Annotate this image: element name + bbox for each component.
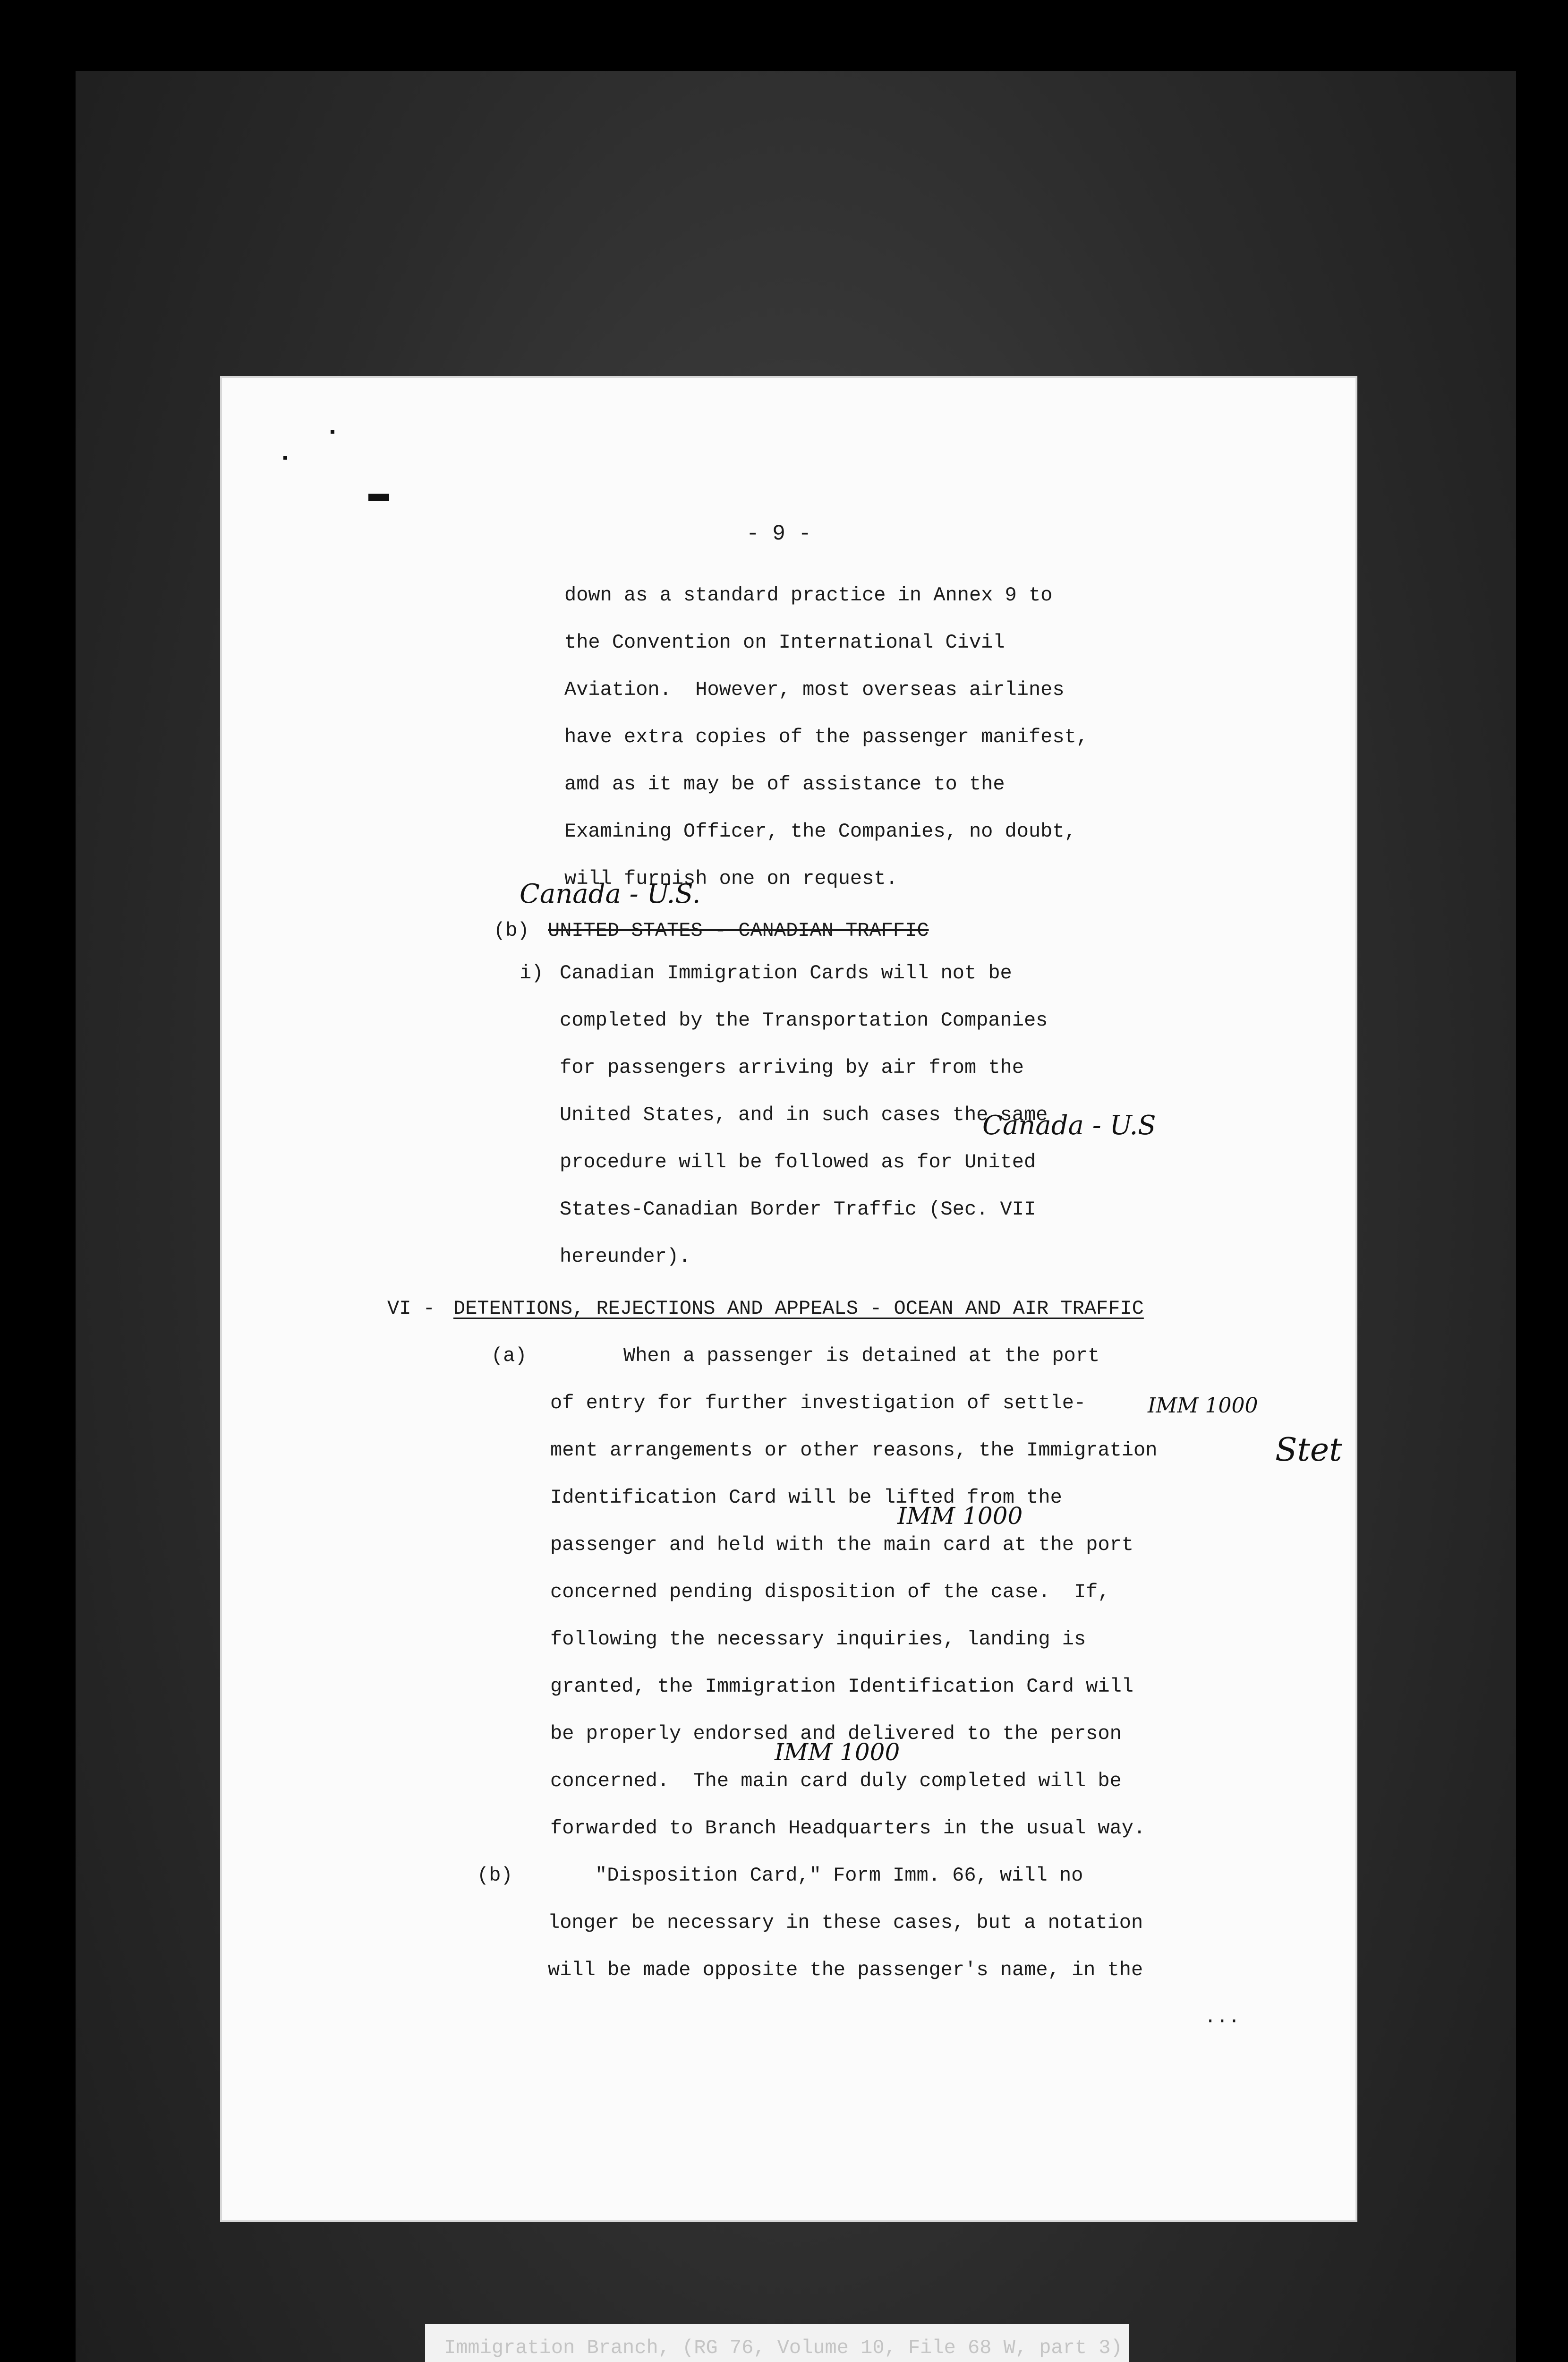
continuation-marker: ... (1204, 2006, 1240, 2028)
paragraph-line: "Disposition Card," Form Imm. 66, will no (595, 1864, 1083, 1887)
paragraph-line: the Convention on International Civil (564, 631, 1005, 654)
paragraph-line: longer be necessary in these cases, but a notation (548, 1911, 1143, 1934)
archive-caption: Immigration Branch, (RG 76, Volume 10, File 68 W, part 3) (444, 2336, 1123, 2359)
list-label: i) (520, 962, 544, 984)
handwritten-annotation: IMM 1000 (1148, 1394, 1258, 1418)
handwritten-annotation: Stet (1275, 1431, 1342, 1469)
paragraph-line: Identification Card will be lifted from the (550, 1486, 1062, 1509)
page-number: - 9 - (746, 522, 812, 546)
paragraph-line: Examining Officer, the Companies, no doubt, (564, 820, 1076, 843)
paragraph-line: granted, the Immigration Identification Card will (550, 1675, 1134, 1698)
page-speck (331, 430, 334, 434)
section-label: VI - (387, 1297, 435, 1320)
paragraph-line: hereunder). (560, 1245, 691, 1268)
paragraph-line: completed by the Transportation Companies (560, 1009, 1048, 1032)
paragraph-line: concerned. The main card duly completed will be (550, 1770, 1122, 1792)
paragraph-line: have extra copies of the passenger manifest, (564, 726, 1088, 748)
paragraph-line: amd as it may be of assistance to the (564, 773, 1005, 796)
paragraph-line: When a passenger is detained at the port (623, 1344, 1100, 1367)
paragraph-line: concerned pending disposition of the case. If, (550, 1581, 1110, 1603)
paragraph-line: will be made opposite the passenger's name, in the (548, 1959, 1143, 1981)
paragraph-line: Aviation. However, most overseas airlines (564, 678, 1065, 701)
paragraph-line: Canadian Immigration Cards will not be (560, 962, 1012, 984)
page-speck (283, 456, 287, 460)
paragraph-line: down as a standard practice in Annex 9 to (564, 584, 1053, 607)
paragraph-line: be properly endorsed and delivered to the person (550, 1722, 1122, 1745)
paragraph-line: forwarded to Branch Headquarters in the usual way. (550, 1817, 1146, 1840)
handwritten-annotation: Canada - U.S (982, 1110, 1156, 1141)
paragraph-line: United States, and in such cases the same (560, 1104, 1048, 1126)
paragraph-line: following the necessary inquiries, landing is (550, 1628, 1086, 1651)
section-heading: UNITED STATES - CANADIAN TRAFFIC (548, 919, 929, 942)
page-speck (368, 494, 389, 501)
paragraph-line: passenger and held with the main card at the port (550, 1533, 1134, 1556)
section-label: (b) (494, 919, 529, 942)
paragraph-line: procedure will be followed as for United (560, 1151, 1036, 1173)
subsection-label: (b) (477, 1864, 513, 1887)
handwritten-annotation: IMM 1000 (897, 1502, 1023, 1530)
paragraph-line: of entry for further investigation of settle- (550, 1392, 1086, 1414)
paragraph-line: will furnish one on request. (564, 867, 898, 890)
handwritten-annotation: Canada - U.S. (520, 879, 701, 909)
paragraph-line: for passengers arriving by air from the (560, 1056, 1024, 1079)
subsection-label: (a) (491, 1344, 527, 1367)
paragraph-line: ment arrangements or other reasons, the Immigration (550, 1439, 1158, 1462)
paragraph-line: States-Canadian Border Traffic (Sec. VII (560, 1198, 1036, 1221)
handwritten-annotation: IMM 1000 (775, 1738, 900, 1766)
section-heading: DETENTIONS, REJECTIONS AND APPEALS - OCEAN AND AIR TRAFFIC (453, 1297, 1144, 1320)
